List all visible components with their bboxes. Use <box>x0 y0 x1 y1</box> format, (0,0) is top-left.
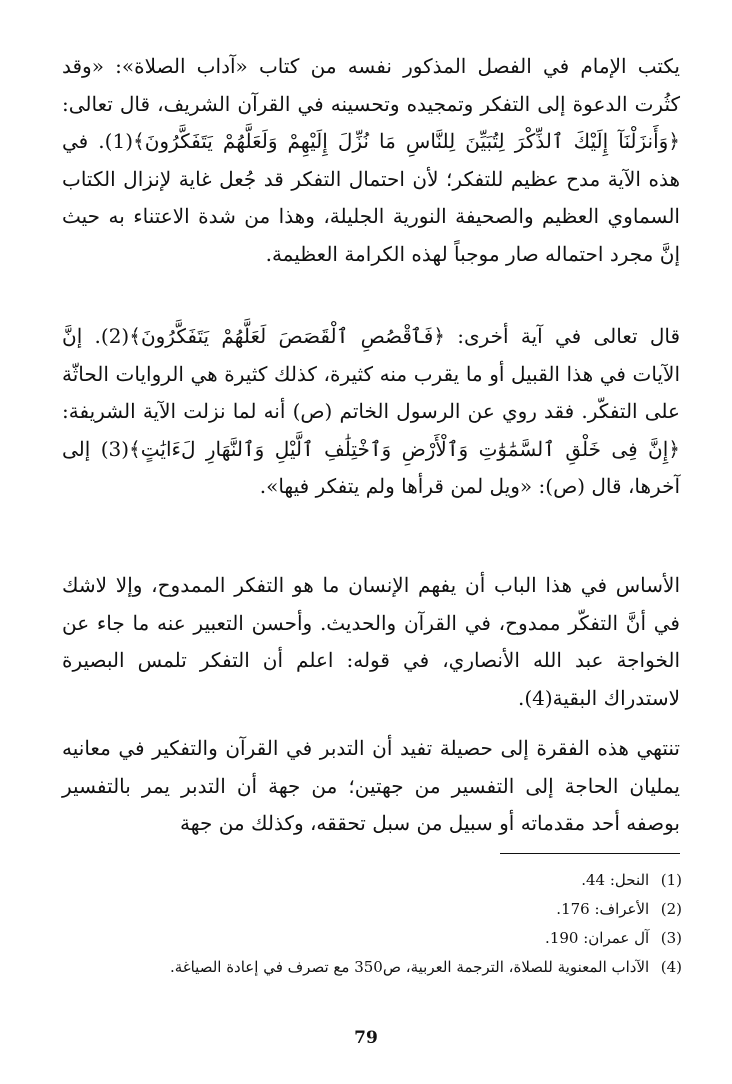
paragraph-2: قال تعالى في آية أخرى: ﴿فَٱقْصُصِ ٱلْقَصَصَ لَعَلَّهُمْ يَتَفَكَّرُونَ﴾(2). إنَّ الآيات في هذا القبيل أو ما يقرب منه كثيرة، كذلك كثيرة هي الروايات الحاثّة على التفكّر. فقد روي عن الرسول الخاتم (ص) أنه لما نزلت الآية الشريفة: ﴿إِنَّ فِى خَلْقِ ٱلسَّمَٰوَٰتِ وَٱلْأَرْضِ وَٱخْتِلَٰفِ ٱلَّيْلِ وَٱلنَّهَارِ لَءَايَٰتٍ﴾(3) إلى آخرها، قال (ص): «ويل لمن قرأها ولم يتفكر فيها». <box>62 324 681 499</box>
footnote-number: (3) <box>660 929 682 947</box>
footnote-text: الآداب المعنوية للصلاة، الترجمة العربية، ص350 مع تصرف في إعادة الصياغة. <box>169 958 650 976</box>
paragraph-3: الأساس في هذا الباب أن يفهم الإنسان ما هو التفكر الممدوح، وإلا لاشك في أنَّ التفكّر ممدوح، في القرآن والحديث. وأحسن التعبير عنه ما جاء عن الخواجة عبد الله الأنصاري، في قوله: اعلم أن التفكر تلمس البصيرة لاستدراك البقية(4). <box>62 573 680 710</box>
paragraph-4: تنتهي هذه الفقرة إلى حصيلة تفيد أن التدبر في القرآن والتفكير في معانيه يمليان الحاجة إلى التفسير من جهتين؛ من جهة أن التدبر يمر بالتفسير بوصفه أحد مقدماته أو سبيل من سبل تحققه، وكذلك من جهة <box>62 736 680 836</box>
footnote-text: آل عمران: 190. <box>545 929 650 947</box>
footnote-item <box>82 866 682 895</box>
footnote-number: (2) <box>660 900 682 918</box>
footnote-item <box>82 953 682 982</box>
footnote-text: الأعراف: 176. <box>556 900 650 918</box>
paragraph-1: يكتب الإمام في الفصل المذكور نفسه من كتاب «آداب الصلاة»: «وقد كثُرت الدعوة إلى التفكر وتمجيده وتحسينه في القرآن الشريف، قال تعالى: ﴿وَأَنزَلْنَآ إِلَيْكَ ٱلذِّكْرَ لِتُبَيِّنَ لِلنَّاسِ مَا نُزِّلَ إِلَيْهِمْ وَلَعَلَّهُمْ يَتَفَكَّرُونَ﴾(1). في هذه الآية مدح عظيم للتفكر؛ لأن احتمال التفكر قد جُعل غاية لإنزال الكتاب السماوي العظيم والصحيفة النورية الجليلة، وهذا من شدة الاعتناء به حيث إنَّ مجرد احتماله صار موجباً لهذه الكرامة العظيمة. <box>62 54 681 266</box>
footnote-divider <box>500 853 680 854</box>
footnote-item <box>82 924 682 953</box>
footnote-number: (4) <box>660 958 682 976</box>
footnotes-list <box>82 866 682 982</box>
footnote-item <box>82 895 682 924</box>
footnote-number: (1) <box>660 871 682 889</box>
footnote-text: النحل: 44. <box>581 871 650 889</box>
page-number: 79 <box>354 1028 378 1048</box>
